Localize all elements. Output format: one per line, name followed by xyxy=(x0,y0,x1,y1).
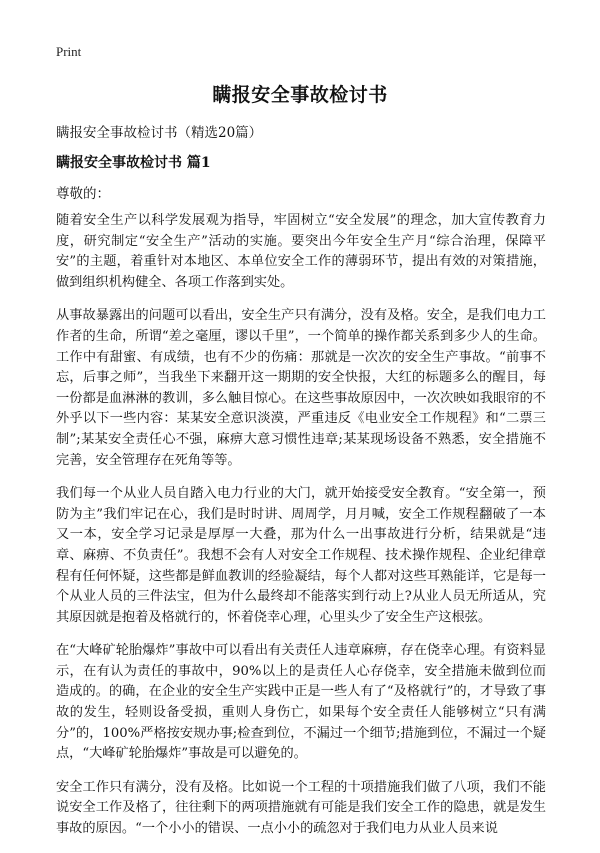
paragraph: 从事故暴露出的问题可以看出，安全生产只有满分，没有及格。安全，是我们电力工作者的生命，所谓“差之毫厘，谬以千里”，一个简单的操作都关系到多少人的生命。工作中有甜蜜、有成绩，也有不少的伤痛：那就是一次次的安全生产事故。“前事不忘，后事之师”，当我坐下来翻开这一期期的安全快报，大红的标题多么的醒目，每一份都是血淋淋的教训，多么触目惊心。在这些事故原因中，一次次映如我眼帘的不外乎以下一些内容：某某安全意识淡漠，严重违反《电业安全工作规程》和“二票三制”;某某安全责任心不强，麻痹大意习惯性违章;某某现场设备不熟悉，安全措施不完善，安全管理存在死角等等。 xyxy=(56,308,546,468)
paragraph: 我们每一个从业人员自踏入电力行业的大门，就开始接受安全教育。“安全第一，预防为主”我们牢记在心，我们是时时讲、周周学，月月喊，安全工作规程翻破了一本又一本，安全学习记录是厚厚一大叠，那为什么一出事故进行分析，结果就是“违章、麻痹、不负责任”。我想不会有人对安全工作规程、技术操作规程、企业纪律章程有任何怀疑，这些都是鲜血教训的经验凝结，每个人都对这些耳熟能详，它是每一个从业人员的三件法宝，但为什么最终却不能落实到行动上?从业人员无所适从，究其原因就是抱着及格就行的，怀着侥幸心理，心里头少了安全生产这根弦。 xyxy=(56,486,546,625)
document-title: 瞒报安全事故检讨书 xyxy=(212,84,388,106)
document-subtitle: 瞒报安全事故检讨书（精选20篇） xyxy=(56,125,263,141)
body-text xyxy=(56,211,546,853)
greeting: 尊敬的： xyxy=(56,186,110,202)
paragraph: 随着安全生产以科学发展观为指导，牢固树立“安全发展”的理念，加大宣传教育力度，研究制定“安全生产”活动的实施。要突出今年安全生产月“综合治理，保障平安”的主题，着重针对本地区、本单位安全工作的薄弱环节，提出有效的对策措施，做到组织机构健全、各项工作落到实处。 xyxy=(56,213,546,290)
paragraph: 在“大峰矿轮胎爆炸”事故中可以看出有关责任人违章麻痹，存在侥幸心理。有资料显示，在有认为责任的事故中，90%以上的是责任人心存侥幸，安全措施未做到位而造成的。的确，在企业的安全生产实践中正是一些人有了“及格就行”的，才导致了事故的发生，轻则设备受损，重则人身伤亡，如果每个安全责任人能够树立“只有满分”的，100%严格按安规办事;检查到位，不漏过一个细节;措施到位，不漏过一个疑点，“大峰矿轮胎爆炸”事故是可以避免的。 xyxy=(56,643,546,762)
section-heading: 瞒报安全事故检讨书 篇1 xyxy=(56,155,211,171)
paragraph: 安全工作只有满分，没有及格。比如说一个工程的十项措施我们做了八项，我们不能说安全工作及格了，往往剩下的两项措施就有可能是我们安全工作的隐患，就是发生事故的原因。“一个小小的错误、一点小小的疏忽对于我们电力从业人员来说 xyxy=(56,779,546,837)
print-label: Print xyxy=(56,44,82,59)
